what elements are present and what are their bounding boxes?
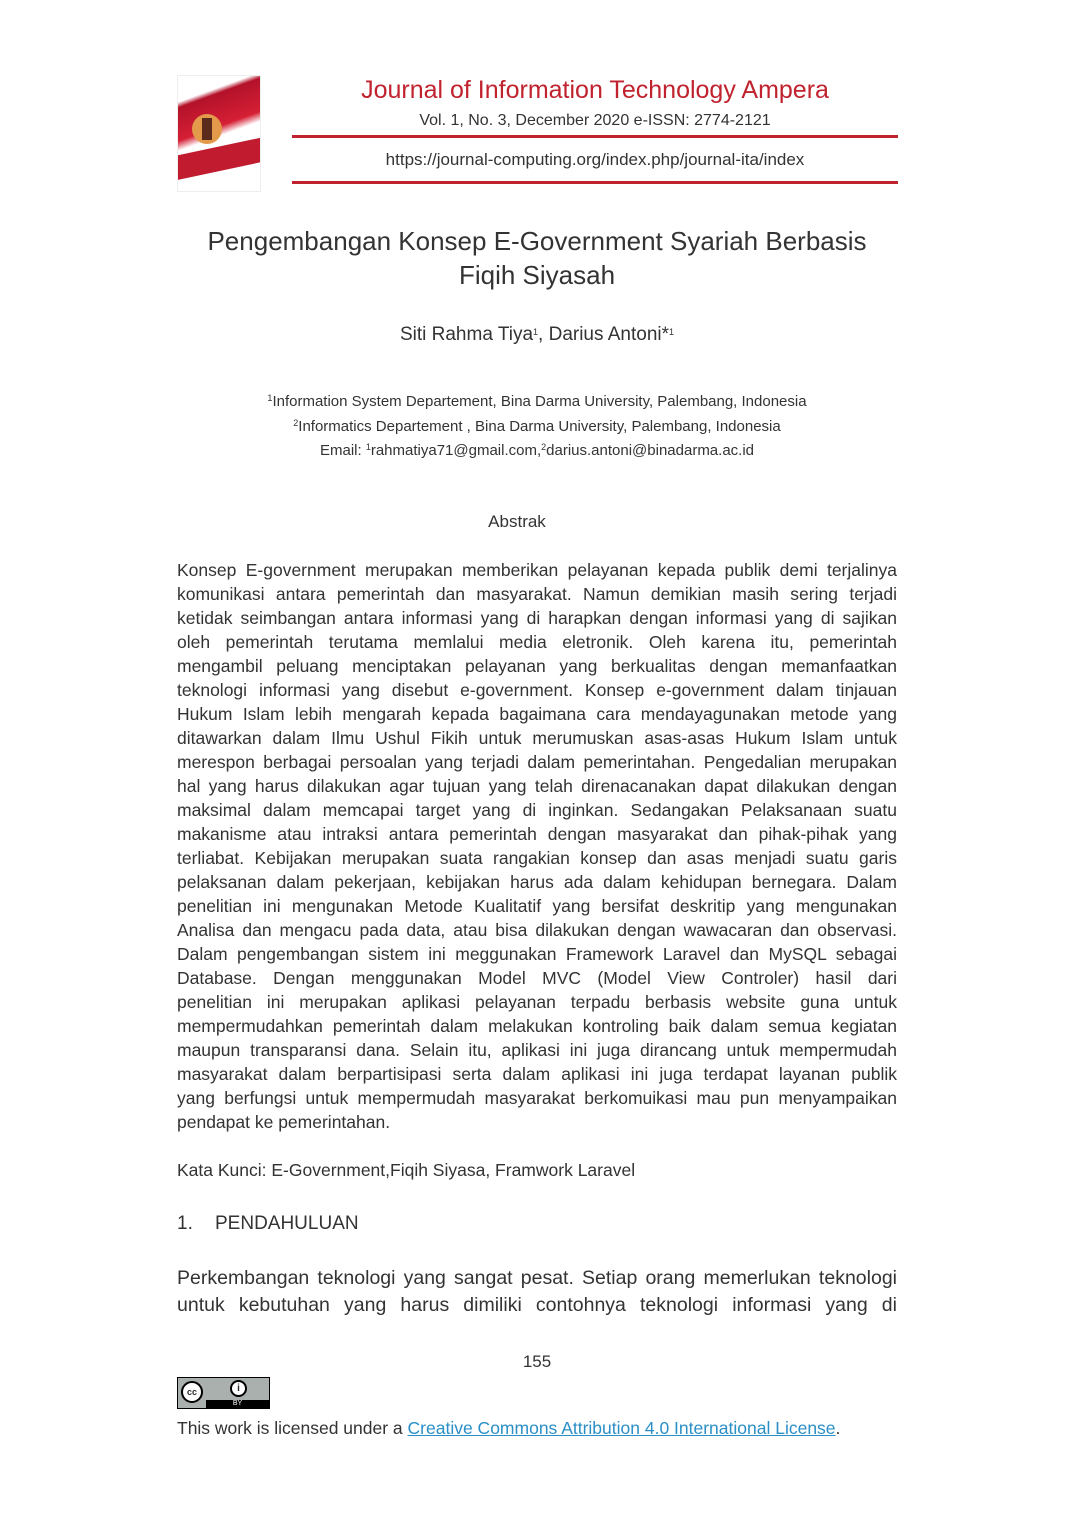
abstract-line: mempermudahkan pemerintah dalam melakukan kontroling baik dalam semua kegiatan [177,1016,897,1036]
section-number: 1. [177,1213,193,1234]
keywords: Kata Kunci: E-Government,Fiqih Siyasa, Framwork Laravel [177,1160,636,1180]
abstract-line: penelitian ini merupakan aplikasi pelayanan terpadu berbasis website guna untuk [177,992,897,1012]
abstract-heading: Abstrak [488,512,546,531]
body-line: Perkembangan teknologi yang sangat pesat. Setiap orang memerlukan teknologi [177,1267,897,1289]
abstract-line: yang berfungsi untuk mempermudah masyarakat berkomuikasi mau pun menyampaikan [177,1088,897,1108]
abstract-line: terliabat. Kebijakan merupakan suata rangakian konsep dan asas menjadi suatu garis [177,848,897,868]
abstract-line: ketidak seimbangan antara informasi yang di harapkan dengan informasi yang di sajikan [177,608,897,628]
abstract-line: Database. Dengan menggunakan Model MVC (Model View Controler) hasil dari [177,968,897,988]
paper-title: Pengembangan Konsep E-Government Syariah Berbasis Fiqih Siyasah [207,226,867,290]
abstract-line: hal yang harus dilakukan agar tujuan yang telah direnacanakan dapat dilakukan dengan [177,776,897,796]
email-address[interactable]: rahmatiya71@gmail.com, [370,442,542,459]
affiliation [177,413,897,438]
abstract-line: pendapat ke pemerintahan. [177,1112,391,1132]
body-line: untuk kebutuhan yang harus dimiliki contohnya teknologi informasi yang di [177,1294,897,1316]
license-prefix: This work is licensed under a [177,1418,408,1438]
license-text [177,1418,840,1439]
license-link[interactable]: Creative Commons Attribution 4.0 International License [407,1418,836,1438]
abstract-line: masyarakat dalam berpartisipasi serta dalam aplikasi ini juga terdapat layanan publik [177,1064,897,1084]
abstract-line: Hukum Islam lebih mengarah kepada bagaimana cara mendayagunakan metode yang [177,704,897,724]
cover-tower [202,118,212,140]
cc-by-badge[interactable] [177,1377,270,1409]
page-number: 155 [522,1352,552,1371]
header-divider [292,181,898,184]
abstract-line: merespon berbagai persoalan yang terjadi dalam pemerintahan. Pengedalian merupakan [177,752,897,772]
email-sup: 2 [541,442,547,452]
author-name: Darius Antoni* [548,324,669,345]
abstract-line: maupun transparansi dana. Selain itu, aplikasi ini juga dirancang untuk mempermudah [177,1040,897,1060]
license-suffix: . [835,1418,841,1438]
affiliations [177,388,897,462]
email-line [177,437,897,462]
journal-cover-image [177,75,261,192]
abstract-line: oleh pemerintah terutama memlalui media eletronik. Oleh karena itu, pemerintah [177,632,897,652]
journal-url[interactable]: https://journal-computing.org/index.php/journal-ita/index [385,150,805,169]
abstract-line: makanisme atau intraksi antara pemerintah dengan masyarakat dan pihak-pihak yang [177,824,897,844]
email-sup: 1 [365,442,371,452]
abstract-line: Analisa dan mengacu pada data, atau bisa dilakukan dengan wawacaran dan observasi. [177,920,897,940]
journal-title: Journal of Information Technology Ampera [361,76,829,104]
abstract-line: komunikasi antara pemerintah dan masyarakat. Namun demikian masih sering terjadi [177,584,897,604]
abstract-line: Konsep E-government merupakan memberikan pelayanan kepada publik demi terjalinya [177,560,897,580]
section-title: PENDAHULUAN [215,1213,359,1234]
author-sup: 1 [669,327,675,337]
author-sup: 1 [533,327,539,337]
abstract-line: penelitian ini mengunakan Metode Kualitatif yang bersifat deskritip yang mengunakan [177,896,897,916]
journal-volume-info: Vol. 1, No. 3, December 2020 e-ISSN: 2774-2121 [419,112,771,129]
section-heading [177,1213,359,1235]
affiliation-sup: 1 [267,393,273,403]
author-name: Siti Rahma Tiya [399,324,534,345]
cc-by-label: BY [206,1400,269,1408]
affiliation-sup: 2 [293,417,299,428]
abstract-line: teknologi informasi yang disebut e-government. Konsep e-government dalam tinjauan [177,680,897,700]
abstract-line: mengambil peluang menciptakan pelayanan yang berkualitas dengan memanfaatkan [177,656,897,676]
abstract-body [177,558,897,1134]
abstract-line: maksimal dalam memcapai target yang di inginkan. Sedangakan Pelaksanaan suatu [177,800,897,820]
cc-icon: cc [181,1381,203,1403]
abstract-line: ditawarkan dalam Ilmu Ushul Fikih untuk merumuskan asas-asas Hukum Islam untuk [177,728,897,748]
affiliation-text: Informatics Departement , Bina Darma University, Palembang, Indonesia [298,417,781,435]
attribution-icon: i [230,1380,247,1397]
abstract-line: pelaksanan dalam pekerjaan, kebijakan harus ada dalam kehidupan bernegara. Dalam [177,872,897,892]
cover-band [177,135,261,181]
section-body [177,1265,897,1319]
header-divider [292,135,898,138]
author-list: Siti Rahma Tiya$^1$, Darius Antoni*$^1$ [399,324,675,345]
affiliation-text: Information System Departement, Bina Darma University, Palembang, Indonesia [272,393,807,410]
email-address[interactable]: darius.antoni@binadarma.ac.id [546,442,755,459]
email-label: Email: [319,442,366,459]
affiliation [177,388,897,413]
abstract-line: Dalam pengembangan sistem ini meggunakan Framework Laravel dan MySQL sebagai [177,944,897,964]
